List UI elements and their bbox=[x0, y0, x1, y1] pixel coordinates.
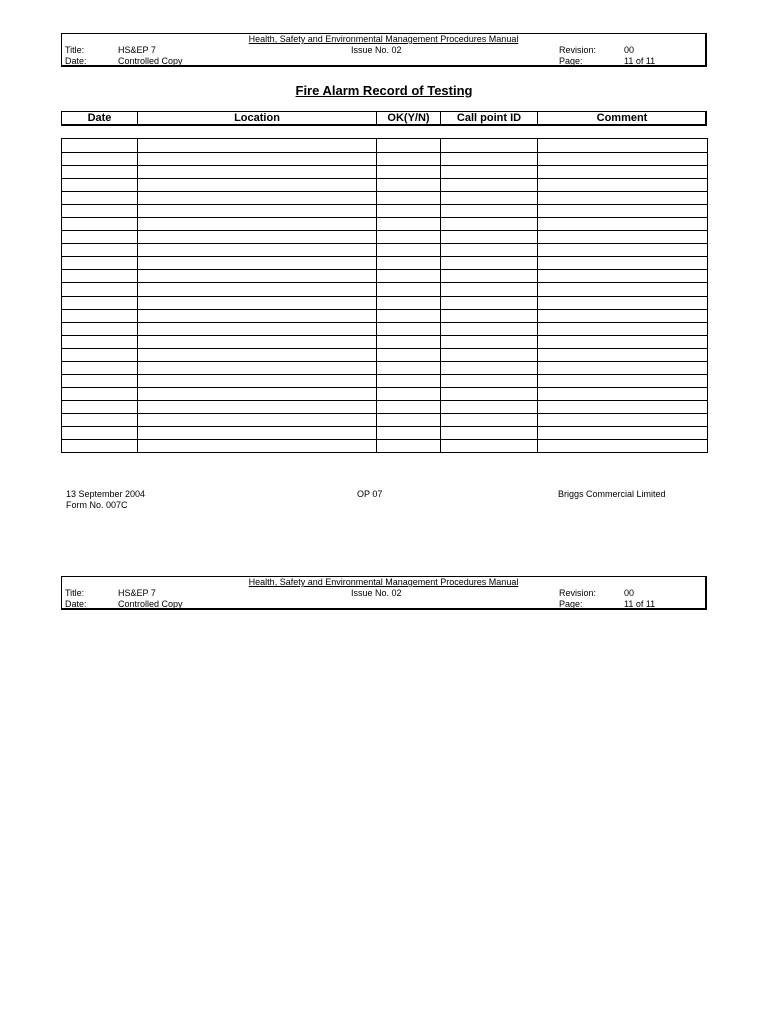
grid-row-line bbox=[62, 256, 707, 257]
title-label: Title: bbox=[65, 588, 85, 598]
revision-label: Revision: bbox=[559, 588, 597, 598]
issue-number: Issue No. 02 bbox=[351, 45, 402, 55]
column-header-call-point-id: Call point ID bbox=[441, 112, 538, 125]
footer-form-number: Form No. 007C bbox=[66, 500, 128, 510]
column-header-location: Location bbox=[138, 112, 377, 125]
issue-number: Issue No. 02 bbox=[351, 588, 402, 598]
grid-row-line bbox=[62, 400, 707, 401]
grid-column-line bbox=[537, 139, 538, 452]
grid-row-line bbox=[62, 335, 707, 336]
grid-row-line bbox=[62, 217, 707, 218]
title-value: HS&EP 7 bbox=[118, 588, 156, 598]
grid-row-line bbox=[62, 322, 707, 323]
grid-row-line bbox=[62, 374, 707, 375]
column-headers bbox=[61, 111, 707, 126]
form-title: Fire Alarm Record of Testing bbox=[295, 83, 473, 98]
column-header-comment: Comment bbox=[596, 112, 648, 124]
page-value: 11 of 11 bbox=[624, 56, 656, 66]
footer-company: Briggs Commercial Limited bbox=[558, 489, 666, 499]
grid-row-line bbox=[62, 178, 707, 179]
grid-row-line bbox=[62, 204, 707, 205]
grid-row-line bbox=[62, 152, 707, 153]
date-value: Controlled Copy bbox=[118, 56, 183, 66]
grid-row-line bbox=[62, 439, 707, 440]
footer-op: OP 07 bbox=[357, 489, 383, 499]
grid-row-line bbox=[62, 269, 707, 270]
column-header-ok: OK(Y/N) bbox=[377, 112, 441, 125]
footer-date: 13 September 2004 bbox=[66, 489, 146, 499]
date-value: Controlled Copy bbox=[118, 599, 183, 609]
document-header bbox=[61, 33, 707, 67]
page-value: 11 of 11 bbox=[624, 599, 656, 609]
grid-row-line bbox=[62, 191, 707, 192]
grid-row-line bbox=[62, 426, 707, 427]
column-header-date: Date bbox=[62, 112, 138, 125]
grid-column-line bbox=[137, 139, 138, 452]
manual-title: Health, Safety and Environmental Management Procedures Manual bbox=[248, 34, 519, 44]
grid-column-line bbox=[440, 139, 441, 452]
grid-row-line bbox=[62, 282, 707, 283]
grid-row-line bbox=[62, 361, 707, 362]
page-label: Page: bbox=[559, 56, 583, 66]
date-label: Date: bbox=[65, 56, 87, 66]
grid-row-line bbox=[62, 348, 707, 349]
revision-value: 00 bbox=[624, 588, 635, 598]
page-label: Page: bbox=[559, 599, 583, 609]
grid-row-line bbox=[62, 296, 707, 297]
grid-row-line bbox=[62, 230, 707, 231]
title-value: HS&EP 7 bbox=[118, 45, 156, 55]
grid-row-line bbox=[62, 413, 707, 414]
date-label: Date: bbox=[65, 599, 87, 609]
revision-label: Revision: bbox=[559, 45, 597, 55]
grid-row-line bbox=[62, 387, 707, 388]
revision-value: 00 bbox=[624, 45, 635, 55]
grid-row-line bbox=[62, 309, 707, 310]
grid-row-line bbox=[62, 165, 707, 166]
record-grid bbox=[61, 138, 708, 453]
document-header-repeat bbox=[61, 576, 707, 610]
manual-title: Health, Safety and Environmental Management Procedures Manual bbox=[248, 577, 519, 587]
title-label: Title: bbox=[65, 45, 85, 55]
grid-row-line bbox=[62, 243, 707, 244]
grid-column-line bbox=[376, 139, 377, 452]
